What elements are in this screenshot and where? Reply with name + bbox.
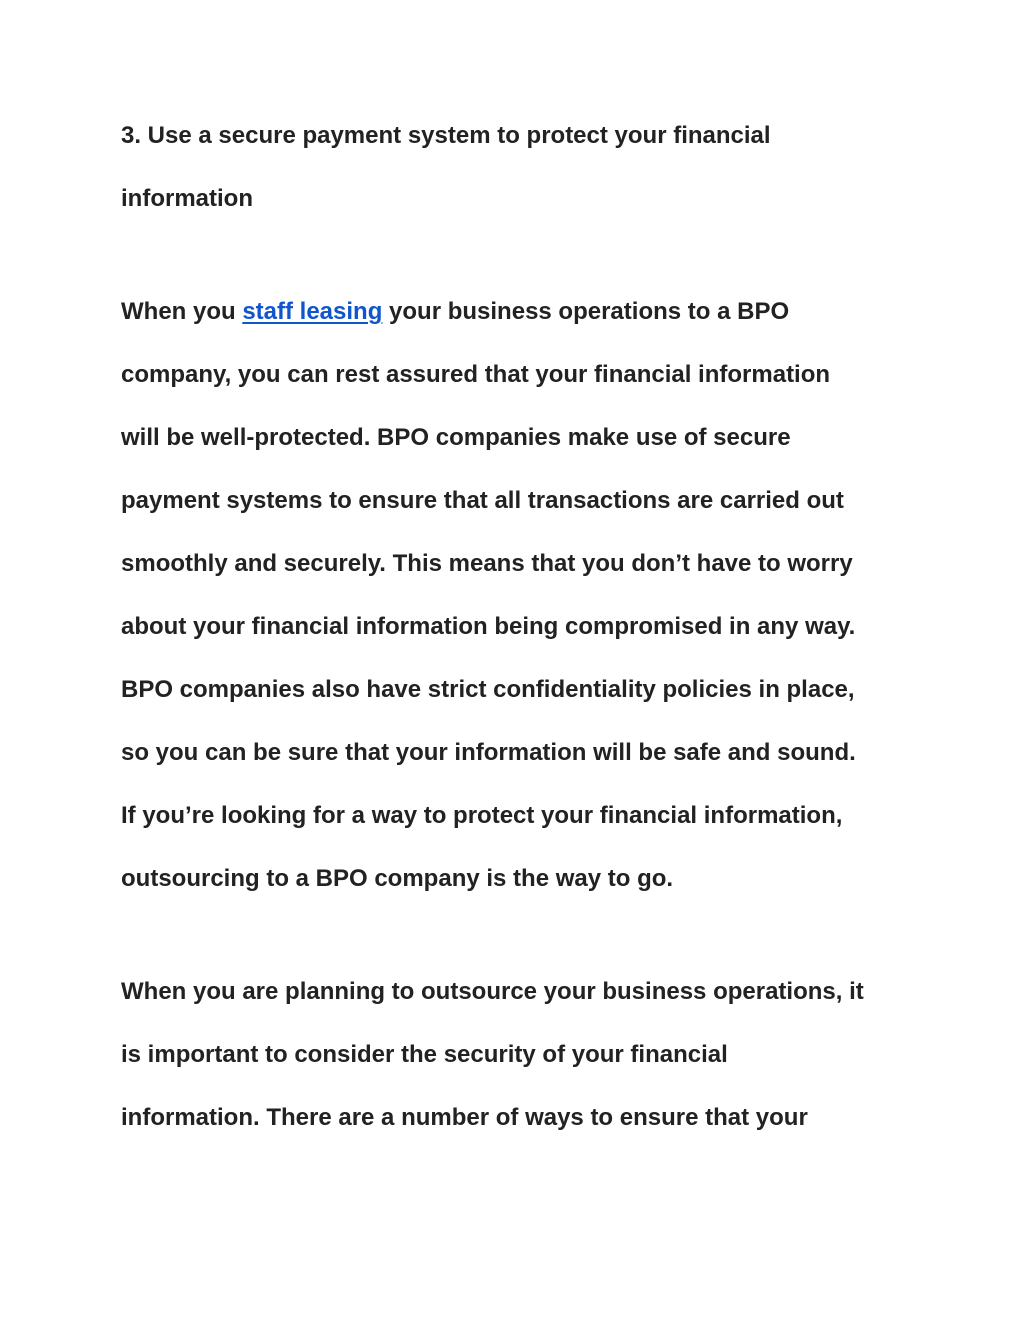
paragraph-1-line-9: If you’re looking for a way to protect your financial information, [121,802,843,829]
paragraph-2-line-1: When you are planning to outsource your business operations, it [121,978,864,1005]
paragraph-1-line-5: smoothly and securely. This means that you don’t have to worry [121,550,853,577]
paragraph-1-line-1-suffix: your business operations to a BPO [382,298,790,325]
paragraph-1-line-8: so you can be sure that your information will be safe and sound. [121,739,856,766]
section-heading-line-1: 3. Use a secure payment system to protect your financial [121,122,771,149]
paragraph-1-line-7: BPO companies also have strict confidentiality policies in place, [121,676,855,703]
paragraph-1-line-3: will be well-protected. BPO companies make use of secure [121,424,791,451]
paragraph-1-line-6: about your financial information being compromised in any way. [121,613,856,640]
paragraph-1-line-10: outsourcing to a BPO company is the way to go. [121,865,674,892]
paragraph-1-line-4: payment systems to ensure that all transactions are carried out [121,487,844,514]
section-heading-line-2: information [121,185,253,212]
paragraph-2-line-2: is important to consider the security of your financial [121,1041,728,1068]
staff-leasing-link[interactable]: staff leasing [242,298,383,325]
paragraph-1-line-2: company, you can rest assured that your financial information [121,361,831,388]
paragraph-1-line-1 [121,297,789,327]
paragraph-2-line-3: information. There are a number of ways to ensure that your [121,1104,808,1131]
paragraph-1-line-1-prefix: When you [121,298,243,325]
